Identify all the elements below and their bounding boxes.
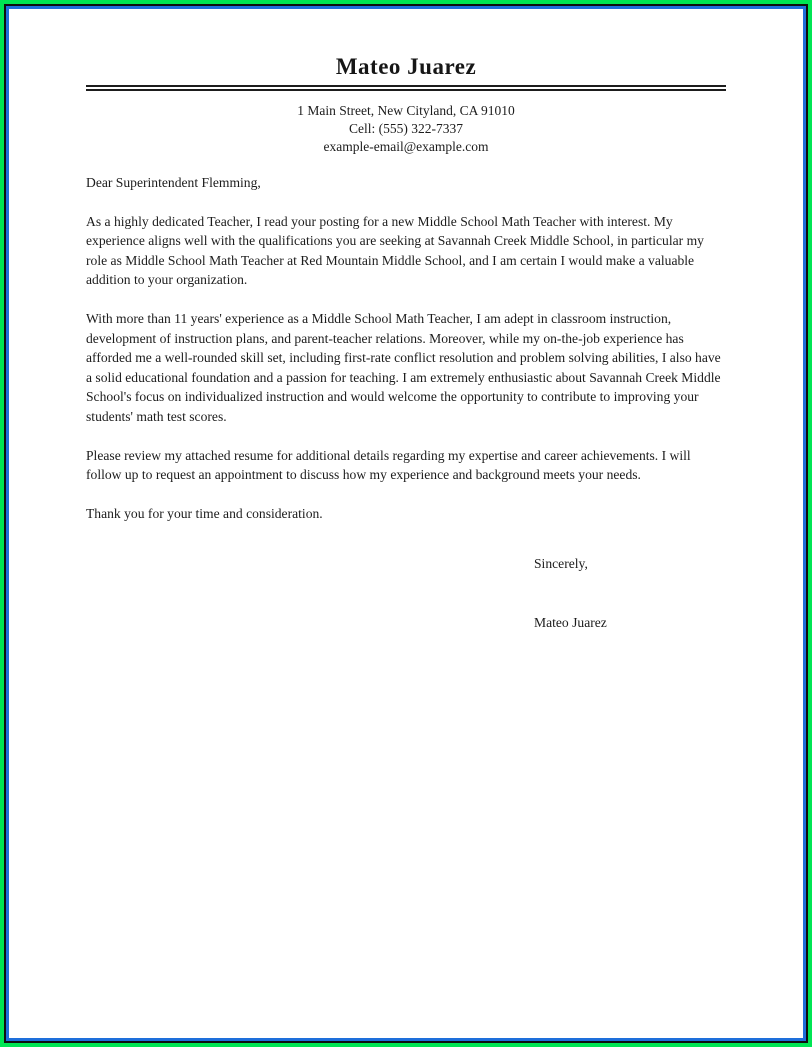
sender-name: Mateo Juarez [335, 54, 477, 79]
page-border-blue [6, 6, 806, 1041]
sender-email: example-email@example.com [323, 139, 489, 154]
salutation: Dear Superintendent Flemming, [86, 175, 261, 190]
signature-name: Mateo Juarez [534, 614, 607, 630]
sender-address: 1 Main Street, New Cityland, CA 91010 [297, 103, 515, 118]
body-paragraph: With more than 11 years' experience as a Middle School Math Teacher, I am adept in classroom instruction, development of instruction plans, and parent-teacher relations. Moreover, while my on-the-job experience has afforded me a well-rounded skill set, including first-rate conflict resolution and problem solving abilities, I also have a solid educational foundation and a passion for teaching. I am extremely enthusiastic about Savannah Creek Middle School's focus on individualized instruction and would welcome the opportunity to contribute to improving your students' math test scores. [86, 310, 721, 424]
body-paragraph: As a highly dedicated Teacher, I read your posting for a new Middle School Math Teacher with interest. My experience aligns well with the qualifications you are seeking at Savannah Creek Middle School, in particular my role as Middle School Math Teacher at Red Mountain Middle School, and I am certain I would make a valuable addition to your organization. [86, 213, 704, 288]
signoff-block [534, 554, 726, 632]
thank-you-line: Thank you for your time and consideration. [86, 505, 323, 521]
letter-body [86, 173, 726, 633]
body-paragraph: Please review my attached resume for additional details regarding my expertise and career achievements. I will follow up to request an appointment to discuss how my experience and background meets your needs. [86, 447, 691, 483]
header-divider [86, 85, 726, 91]
page-border-black [4, 4, 808, 1043]
contact-block [86, 102, 726, 156]
closing: Sincerely, [534, 556, 588, 572]
sender-phone: Cell: (555) 322-7337 [349, 121, 463, 136]
cover-letter-page [9, 9, 803, 633]
